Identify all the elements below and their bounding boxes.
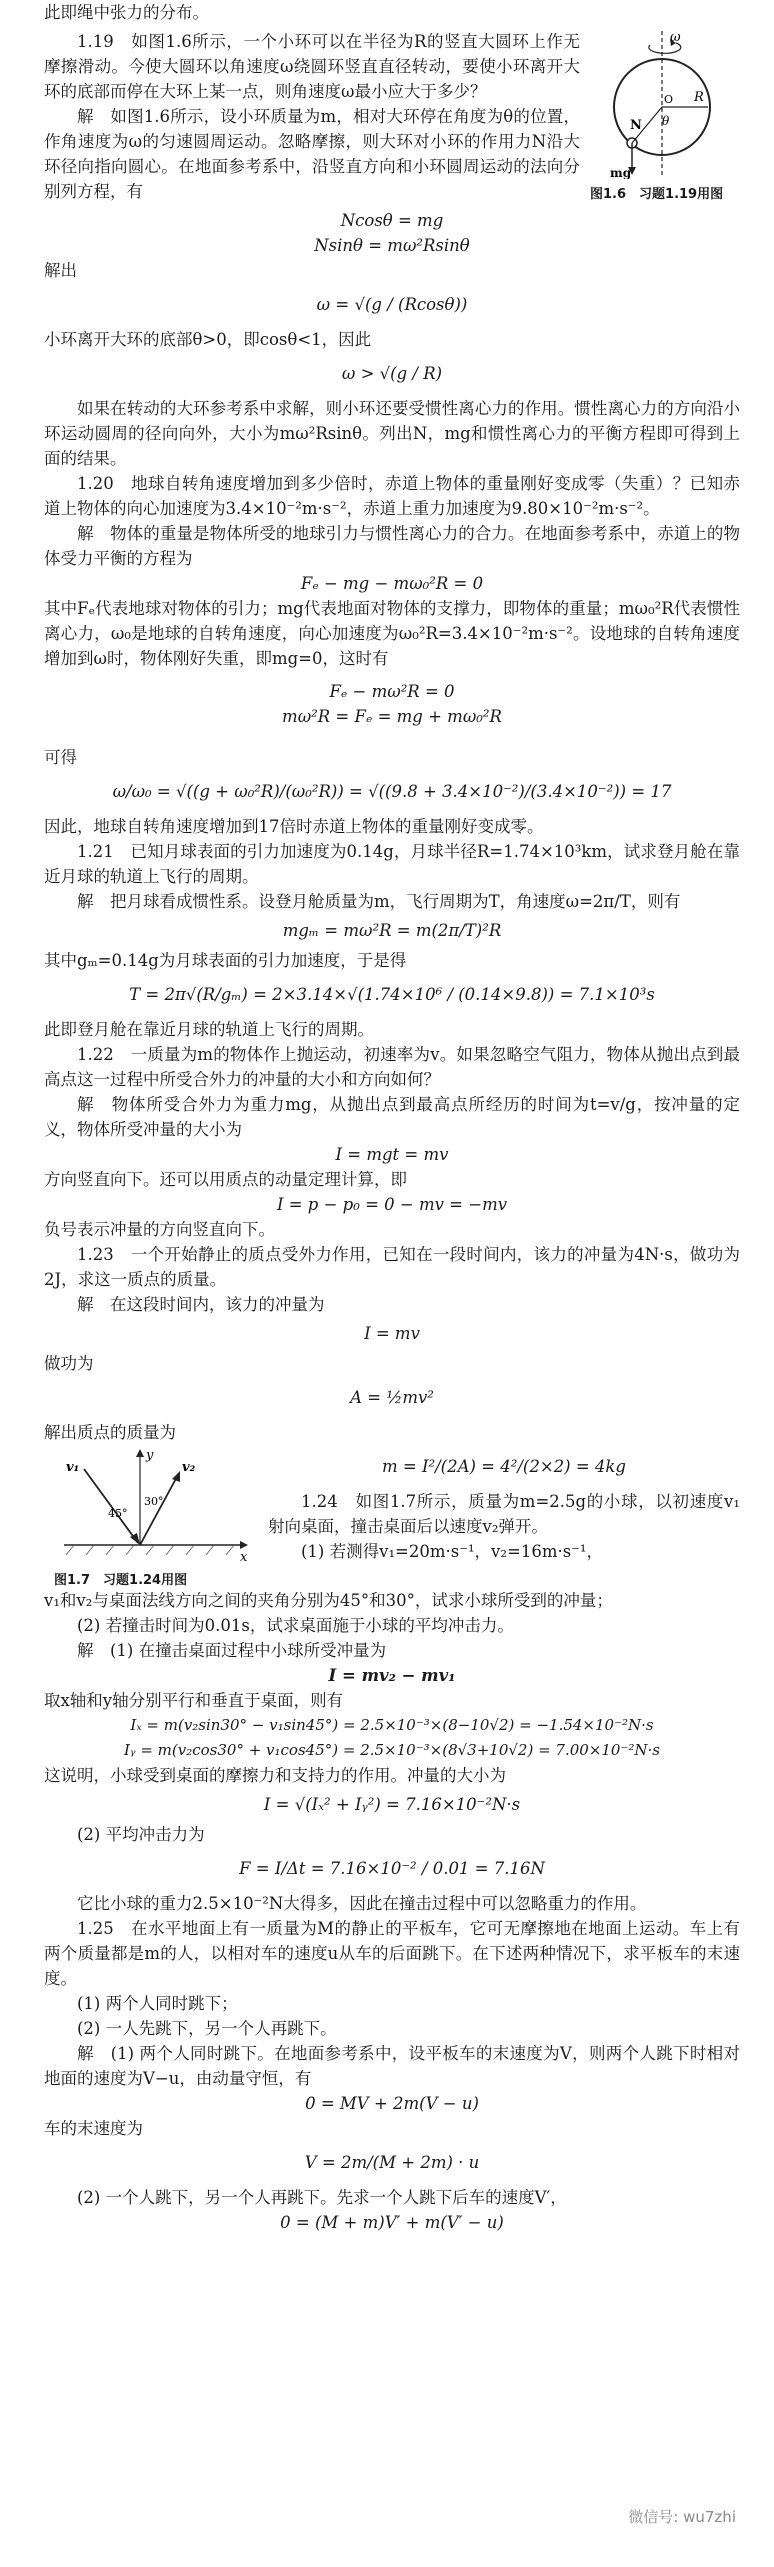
- angle-30-label: 30°: [144, 1495, 164, 1508]
- solution-text: 解 在这段时间内，该力的冲量为: [77, 1295, 325, 1314]
- text-line: 可得: [44, 748, 77, 767]
- text-line: 解出: [44, 261, 77, 280]
- N-label: N: [630, 118, 642, 133]
- watermark: 微信号: wu7zhi: [628, 2508, 736, 2526]
- equation: ω > √(g / R): [341, 364, 443, 383]
- figure-1-7: [44, 1445, 254, 1588]
- text-line: (1) 若测得v₁=20m·s⁻¹，v₂=16m·s⁻¹，: [301, 1542, 603, 1561]
- problem-statement: 1.20 地球自转角速度增加到多少倍时，赤道上物体的重量刚好变成零（失重）？已知赤道上物体的向心加速度为3.4×10⁻²m·s⁻²，赤道上重力加速度为9.80×10⁻²m·s⁻²。: [44, 474, 740, 518]
- figure-caption: 图1.7 习题1.24用图: [54, 1573, 188, 1588]
- text-line: 这说明，小球受到桌面的摩擦力和支持力的作用。冲量的大小为: [44, 1766, 506, 1785]
- equation: I = mv₂ − mv₁: [328, 1666, 456, 1685]
- problem-statement: 1.24 如图1.7所示，质量为m=2.5g的小球，以初速度v₁射向桌面，撞击桌面后以速度v₂弹开。: [268, 1492, 740, 1536]
- R-label: R: [694, 90, 704, 105]
- equation: Ncosθ = mg: [340, 211, 444, 230]
- text-paragraph: 其中Fₑ代表地球对物体的引力；mg代表地面对物体的支撑力，即物体的重量；mω₀²R代表惯性离心力，ω₀是地球的自转角速度，向心加速度为ω₀²R=3.4×10⁻²m·s⁻²。设地球的自转角速度增加到ω时，物体刚好失重，即mg=0，这时有: [44, 599, 740, 668]
- text-line: 此即登月舱在靠近月球的轨道上飞行的周期。: [44, 1020, 374, 1039]
- solution-text: 解 (1) 两个人同时跳下。在地面参考系中，设平板车的末速度为V，则两个人跳下时相对地面的速度为V−u，由动量守恒，有: [44, 2044, 740, 2088]
- equation: Fₑ − mω²R = 0: [329, 682, 455, 701]
- text-line: v₁和v₂与桌面法线方向之间的夹角分别为45°和30°，试求小球所受到的冲量；: [44, 1591, 613, 1610]
- v1-label: v₁: [66, 1460, 80, 1475]
- equation: I = √(Iₓ² + Iᵧ²) = 7.16×10⁻²N·s: [263, 1795, 521, 1814]
- equation: A = ½mv²: [350, 1388, 434, 1407]
- text-line: (2) 一个人跳下，另一个人再跳下。先求一个人跳下后车的速度V′，: [77, 2188, 567, 2207]
- text-line: 取x轴和y轴分别平行和垂直于桌面，则有: [44, 1691, 344, 1710]
- O-label: O: [664, 93, 674, 106]
- equation: mgₘ = mω²R = m(2π/T)²R: [282, 921, 502, 940]
- text-line: (2) 一人先跳下，另一个人再跳下。: [77, 2019, 337, 2038]
- text-line: (2) 若撞击时间为0.01s，试求桌面施于小球的平均冲击力。: [77, 1616, 514, 1635]
- omega-label: ω: [670, 30, 681, 45]
- problem-statement: 1.25 在水平地面上有一质量为M的静止的平板车，它可无摩擦地在地面上运动。车上有两个质量都是m的人，以相对车的速度u从车的后面跳下。在下述两种情况下，求平板车的末速度。: [44, 1919, 740, 1988]
- text-line: (1) 两个人同时跳下；: [77, 1994, 238, 2013]
- equation: I = mgt = mv: [335, 1145, 449, 1164]
- theta-label: θ: [662, 114, 670, 128]
- problem-statement: 1.23 一个开始静止的质点受外力作用，已知在一段时间内，该力的冲量为4N·s，做功为2J，求这一质点的质量。: [44, 1245, 740, 1289]
- problem-statement: 1.21 已知月球表面的引力加速度为0.14g，月球半径R=1.74×10³km，试求登月舱在靠近月球的轨道上飞行的周期。: [44, 842, 740, 886]
- equation: Iₓ = m(v₂sin30° − v₁sin45°) = 2.5×10⁻³×(8−10√2) = −1.54×10⁻²N·s: [130, 1716, 654, 1734]
- text-line: 解出质点的质量为: [44, 1423, 176, 1442]
- equation: 0 = (M + m)V′ + m(V′ − u): [280, 2213, 504, 2232]
- equation: Nsinθ = mω²Rsinθ: [314, 236, 470, 255]
- equation: 0 = MV + 2m(V − u): [305, 2094, 479, 2113]
- angle-45-label: 45°: [108, 1507, 128, 1520]
- figure-caption: 图1.6 习题1.19用图: [590, 187, 724, 202]
- equation: ω = √(g / (Rcosθ)): [316, 295, 468, 314]
- equation: F = I/Δt = 7.16×10⁻² / 0.01 = 7.16N: [239, 1859, 545, 1878]
- problem-1-24: [44, 1445, 740, 1588]
- equation: m = I²/(2A) = 4²/(2×2) = 4kg: [382, 1457, 626, 1476]
- equation: Fₑ − mg − mω₀²R = 0: [300, 574, 484, 593]
- ring-diagram: [590, 29, 740, 179]
- figure-1-6: [590, 29, 740, 204]
- equation: V = 2m/(M + 2m) · u: [304, 2153, 480, 2172]
- equation: Iᵧ = m(v₂cos30° + v₁cos45°) = 2.5×10⁻³×(8√3+10√2) = 7.00×10⁻²N·s: [123, 1741, 660, 1759]
- x-axis-label: x: [240, 1550, 248, 1565]
- text-paragraph: 如果在转动的大环参考系中求解，则小环还要受惯性离心力的作用。惯性离心力的方向沿小环运动圆周的径向向外，大小为mω²Rsinθ。列出N，mg和惯性离心力的平衡方程即可得到上面的结果。: [44, 399, 740, 468]
- y-axis-label: y: [146, 1448, 154, 1463]
- equation: I = mv: [364, 1324, 420, 1343]
- problem-1-19: [44, 29, 740, 204]
- problem-statement: 1.19 如图1.6所示，一个小环可以在半径为R的竖直大圆环上作无摩擦滑动。今使大圆环以角速度ω绕圆环竖直直径转动，要使小环离开大环的底部而停在大环上某一点，则角速度ω最小应大于多少？: [44, 32, 580, 101]
- text-line: 小环离开大环的底部θ>0，即cosθ<1，因此: [44, 330, 372, 349]
- text-line: 其中gₘ=0.14g为月球表面的引力加速度，于是得: [44, 951, 407, 970]
- text-paragraph: 它比小球的重力2.5×10⁻²N大得多，因此在撞击过程中可以忽略重力的作用。: [77, 1894, 647, 1913]
- text-line: 车的末速度为: [44, 2119, 143, 2138]
- equation: mω²R = Fₑ = mg + mω₀²R: [282, 707, 502, 726]
- solution-text: 解 如图1.6所示，设小环质量为m，相对大环停在角度为θ的位置，作角速度为ω的匀速圆周运动。忽略摩擦，则大环对小环的作用力N沿大环径向指向圆心。在地面参考系中，沿竖直方向和小环圆周运动的法向分别列方程，有: [44, 107, 580, 201]
- solution-text: 解 物体的重量是物体所受的地球引力与惯性离心力的合力。在地面参考系中，赤道上的物体受力平衡的方程为: [44, 524, 740, 568]
- text-line: (2) 平均冲击力为: [77, 1825, 205, 1844]
- solution-text: 解 把月球看成惯性系。设登月舱质量为m，飞行周期为T，角速度ω=2π/T，则有: [77, 892, 681, 911]
- solution-text: 解 (1) 在撞击桌面过程中小球所受冲量为: [77, 1641, 387, 1660]
- text-line: 因此，地球自转角速度增加到17倍时赤道上物体的重量刚好变成零。: [44, 817, 544, 836]
- solution-text: 解 物体所受合外力为重力mg，从抛出点到最高点所经历的时间为t=v/g，按冲量的定义，物体所受冲量的大小为: [44, 1095, 740, 1139]
- problem-statement: 1.22 一质量为m的物体作上抛运动，初速率为v。如果忽略空气阻力，物体从抛出点到最高点这一过程中所受合外力的冲量的大小和方向如何？: [44, 1045, 740, 1089]
- equation: T = 2π√(R/gₘ) = 2×3.14×√(1.74×10⁶ / (0.14×9.8)) = 7.1×10³s: [129, 985, 655, 1004]
- text-line: 做功为: [44, 1354, 94, 1373]
- equation: I = p − p₀ = 0 − mv = −mv: [276, 1195, 508, 1214]
- text-line: 方向竖直向下。还可以用质点的动量定理计算，即: [44, 1170, 407, 1189]
- text-line: 此即绳中张力的分布。: [44, 3, 209, 22]
- mg-label: mg: [610, 166, 632, 179]
- equation: ω/ω₀ = √((g + ω₀²R)/(ω₀²R)) = √((9.8 + 3.4×10⁻²)/(3.4×10⁻²)) = 17: [112, 782, 672, 801]
- v2-label: v₂: [182, 1460, 196, 1475]
- text-line: 负号表示冲量的方向竖直向下。: [44, 1220, 275, 1239]
- bounce-diagram: [44, 1445, 254, 1565]
